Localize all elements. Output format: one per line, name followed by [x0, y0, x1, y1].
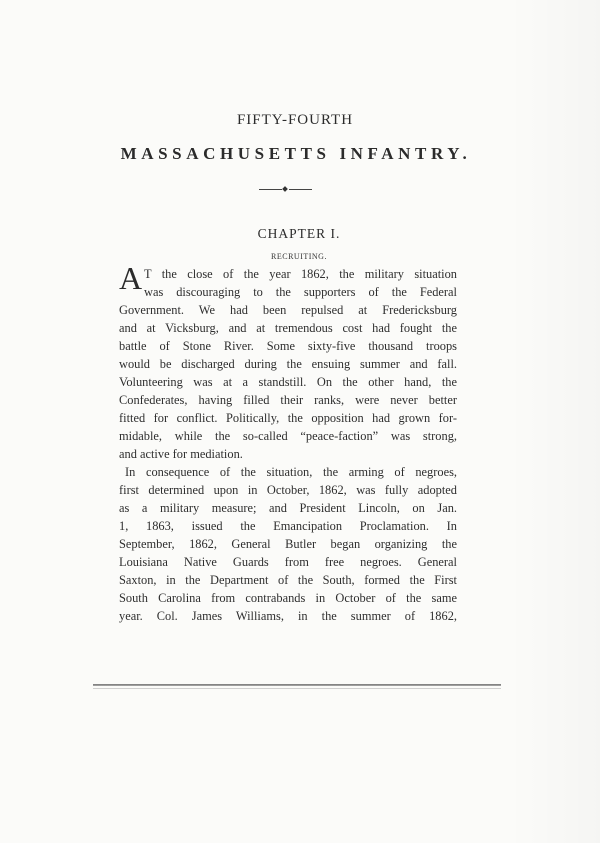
- regiment-heading-line1: FIFTY-FOURTH: [236, 112, 354, 128]
- regiment-heading-line2: MASSACHUSETTS INFANTRY.: [120, 144, 472, 163]
- body-text-line: Louisiana Native Guards from free negroes. General: [119, 555, 457, 569]
- body-text-line: first determined upon in October, 1862, was fully adopted: [119, 483, 457, 497]
- body-text-line: as a military measure; and President Lincoln, on Jan.: [119, 501, 457, 515]
- body-text-line: Saxton, in the Department of the South, formed the First: [119, 573, 457, 587]
- body-text-line: year. Col. James Williams, in the summer of 1862,: [119, 609, 457, 623]
- page-bottom-rule: [93, 684, 501, 686]
- body-text-line: Volunteering was at a standstill. On the other hand, the: [119, 375, 457, 389]
- ornament-line-left: [259, 189, 282, 190]
- ornament-diamond-icon: [282, 186, 288, 192]
- page-bottom-rule-shadow: [93, 688, 501, 689]
- body-text-line: 1, 1863, issued the Emancipation Proclamation. In: [119, 519, 457, 533]
- body-text-line: September, 1862, General Butler began organizing the: [119, 537, 457, 551]
- body-text-line: and at Vicksburg, and at tremendous cost had fought the: [119, 321, 457, 335]
- chapter-title: CHAPTER I.: [257, 226, 341, 241]
- ornament-line-right: [289, 189, 312, 190]
- body-text-line: South Carolina from contrabands in October of the same: [119, 591, 457, 605]
- body-text-line: would be discharged during the ensuing summer and fall.: [119, 357, 457, 371]
- ornament-divider: [259, 187, 312, 192]
- body-text-line: In consequence of the situation, the arming of negroes,: [125, 465, 457, 479]
- body-text-line: battle of Stone River. Some sixty-five thousand troops: [119, 339, 457, 353]
- drop-cap-letter: A: [119, 260, 143, 296]
- chapter-subtitle: RECRUITING.: [271, 252, 327, 261]
- body-text-line: was discouraging to the supporters of the Federal: [144, 285, 457, 299]
- body-text-line: Government. We had been repulsed at Fredericksburg: [119, 303, 457, 317]
- body-text-line: midable, while the so-called “peace-faction” was strong,: [119, 429, 457, 443]
- body-text-line: fitted for conflict. Politically, the opposition had grown for-: [119, 411, 457, 425]
- body-text-line: and active for mediation.: [119, 447, 243, 461]
- body-text-line: T the close of the year 1862, the military situation: [144, 267, 457, 281]
- body-text-line: Confederates, having filled their ranks, were never better: [119, 393, 457, 407]
